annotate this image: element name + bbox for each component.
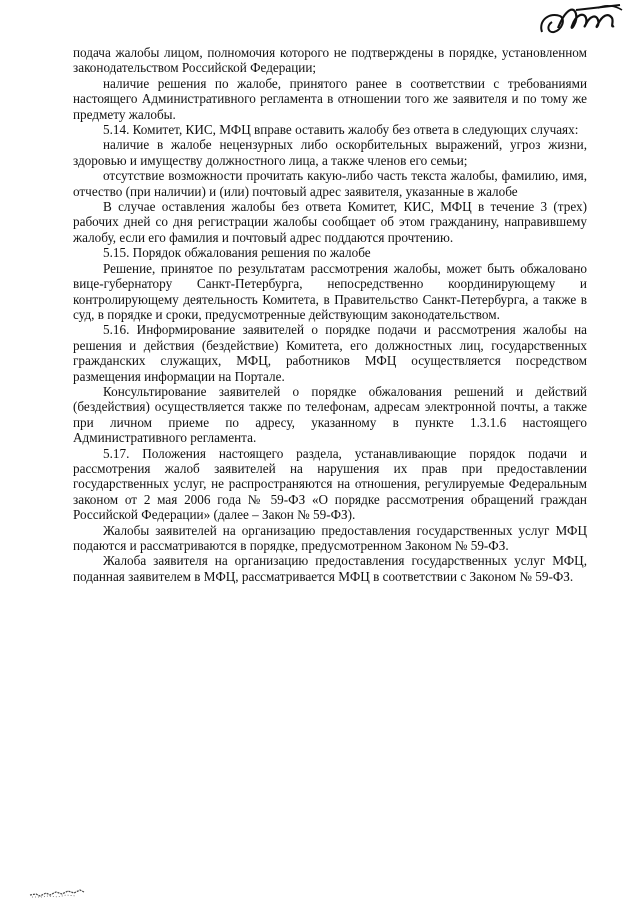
paragraph: подача жалобы лицом, полномочия которого не подтверждены в порядке, установленном законодательством Российской Федерации; bbox=[73, 45, 587, 76]
paragraph: наличие в жалобе нецензурных либо оскорбительных выражений, угроз жизни, здоровью и имуществу должностного лица, а также членов его семьи; bbox=[73, 137, 587, 168]
paragraph: Жалоба заявителя на организацию предоставления государственных услуг МФЦ, поданная заявителем в МФЦ, рассматривается МФЦ в соответствии с Законом № 59-ФЗ. bbox=[73, 553, 587, 584]
paragraph: наличие решения по жалобе, принятого ранее в соответствии с требованиями настоящего Административного регламента в отношении того же заявителя и по тому же предмету жалобы. bbox=[73, 75, 587, 122]
section-heading-5-17: 5.17. Положения настоящего раздела, устанавливающие порядок подачи и рассмотрения жалоб заявителей на нарушения их прав при предоставлении государственных услуг, не распространяются на отношения, регулируемые Федеральным законом от 2 мая 2006 года № 59-ФЗ «О порядке рассмотрения обращений граждан Российской Федерации» (далее – Закон № 59-ФЗ). bbox=[73, 445, 587, 523]
section-heading-5-14: 5.14. Комитет, КИС, МФЦ вправе оставить жалобу без ответа в следующих случаях: bbox=[103, 122, 579, 138]
paragraph: Решение, принятое по результатам рассмотрения жалобы, может быть обжаловано вице-губернатору Санкт-Петербурга, непосредственно координирующему и контролирующему деятельность Комитета, в Правительство Санкт-Петербурга, а также в суд, в порядке и сроки, предусмотренные действующим законодательством. bbox=[73, 260, 587, 322]
handwritten-signature bbox=[536, 2, 626, 44]
paragraph: отсутствие возможности прочитать какую-либо часть текста жалобы, фамилию, имя, отчество (при наличии) и (или) почтовый адрес заявителя, указанные в жалобе bbox=[73, 168, 587, 199]
paragraph: Консультирование заявителей о порядке обжалования решений и действий (бездействия) осуществляется также по телефонам, адресам электронной почты, а также при личном приеме по адресу, указанному в пункте 1.3.1.6 настоящего Административного регламента. bbox=[73, 383, 587, 446]
paragraph: В случае оставления жалобы без ответа Комитет, КИС, МФЦ в течение 3 (трех) рабочих дней со дня регистрации жалобы сообщает об этом гражданину, направившему жалобу, если его фамилия и почтовый адрес поддаются прочтению. bbox=[73, 199, 587, 245]
document-body bbox=[73, 45, 587, 584]
section-heading-5-15: 5.15. Порядок обжалования решения по жалобе bbox=[103, 245, 371, 261]
section-heading-5-16: 5.16. Информирование заявителей о порядке подачи и рассмотрения жалобы на решения и действия (бездействие) Комитета, его должностных лиц, государственных гражданских служащих, МФЦ, работников МФЦ осуществляется посредством размещения информации на Портале. bbox=[73, 322, 587, 384]
scan-artifact bbox=[28, 885, 86, 899]
paragraph: Жалобы заявителей на организацию предоставления государственных услуг МФЦ подаются и рассматриваются в порядке, предусмотренном Законом № 59-ФЗ. bbox=[73, 522, 587, 553]
